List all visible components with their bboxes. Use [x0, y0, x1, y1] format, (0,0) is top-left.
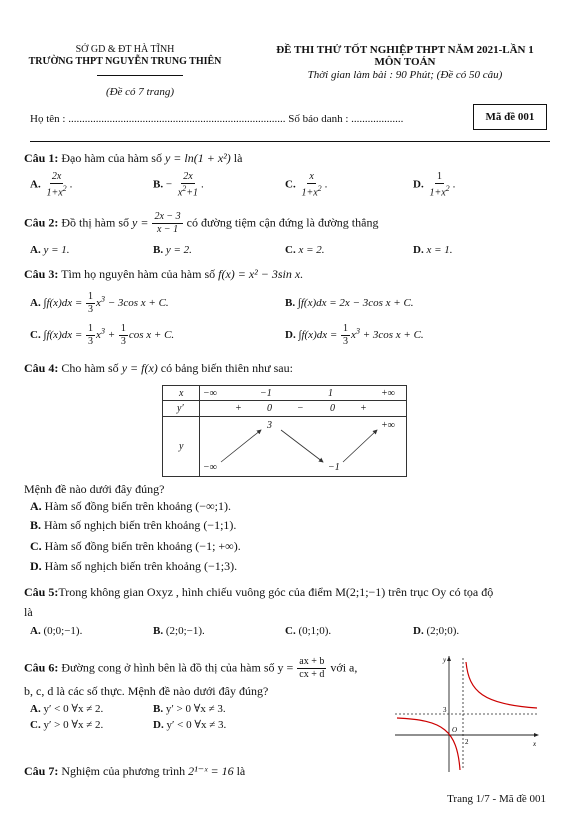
q3-option-b[interactable]: B. ∫f(x)dx = 2x − 3cos x + C.: [285, 297, 414, 309]
question-2: Câu 2: Đồ thị hàm số y = $\frac{2x - 3}{x - 1}$ có đường tiệm cận đứng là đường thẳng: [24, 211, 379, 235]
exam-title: ĐỀ THI THỬ TỐT NGHIỆP THPT NĂM 2021-LẦN 1: [276, 44, 534, 56]
q4-prompt: Mệnh đề nào dưới đây đúng?: [24, 482, 165, 496]
q1-option-d[interactable]: D. $\frac{1}{1+x^2}$ .: [413, 171, 456, 199]
q6-graph: [393, 652, 543, 774]
q1-func: y = ln(1 + x²): [164, 151, 231, 165]
q6-option-a[interactable]: A. y′ < 0 ∀x ≠ 2.: [30, 703, 104, 715]
q2-option-d[interactable]: D. x = 1.: [413, 244, 453, 256]
q1-option-b[interactable]: B. − $\frac{2x}{x^2+1}$ .: [153, 171, 204, 199]
q5-option-d[interactable]: D. (2;0;0).: [413, 625, 460, 637]
id-field[interactable]: ...................: [351, 113, 404, 125]
question-6: Câu 6: Đường cong ở hình bên là đồ thị của hàm số y = $\frac{ax + b}{cx + d}$ với a,: [24, 656, 358, 680]
q4-option-a[interactable]: A. Hàm số đồng biến trên khoảng (−∞;1).: [30, 499, 231, 513]
section-divider: [30, 141, 550, 142]
graph-y-label: y: [443, 656, 447, 664]
q1-option-c[interactable]: C. $\frac{x}{1+x^2}$ .: [285, 171, 328, 199]
graph-tick-x: 2: [465, 738, 469, 746]
q2-option-b[interactable]: B. y = 2.: [153, 244, 192, 256]
name-label: Họ tên :: [30, 113, 66, 125]
q5-option-b[interactable]: B. (2;0;−1).: [153, 625, 205, 637]
q4-option-b[interactable]: B. Hàm số nghịch biến trên khoảng (−1;1).: [30, 518, 237, 532]
question-5: Câu 5:Trong không gian Oxyz , hình chiếu vuông góc của điểm M(2;1;−1) trên trục Oy có tọa độ: [24, 585, 494, 599]
q3-option-d[interactable]: D. ∫f(x)dx = $\frac{1}{3}$ $x^3 + 3\cos$ x + C.: [285, 323, 424, 347]
q6-option-b[interactable]: B. y′ > 0 ∀x ≠ 3.: [153, 703, 226, 715]
school-name: TRƯỜNG THPT NGUYỄN TRUNG THIÊN: [28, 56, 222, 67]
q1-option-a[interactable]: A. $\frac{2x}{1+x^2}$ .: [30, 171, 73, 199]
graph-origin-label: O: [452, 726, 458, 734]
question-1: Câu 1: Đạo hàm của hàm số y = ln(1 + x²) là: [24, 151, 243, 165]
q6-option-d[interactable]: D. y′ < 0 ∀x ≠ 3.: [153, 719, 227, 731]
exam-time: Thời gian làm bài : 90 Phút; (Đề có 50 câu): [307, 69, 503, 81]
q5-option-c[interactable]: C. (0;1;0).: [285, 625, 332, 637]
id-label: Số báo danh :: [288, 113, 349, 125]
q2-option-a[interactable]: A. y = 1.: [30, 244, 70, 256]
q5-option-a[interactable]: A. (0;0;−1).: [30, 625, 83, 637]
exam-code-box: Mã đề 001: [473, 104, 547, 130]
q5-text-cont: là: [24, 605, 33, 619]
header-divider: [97, 75, 183, 76]
q4-option-d[interactable]: D. Hàm số nghịch biến trên khoảng (−1;3).: [30, 559, 238, 573]
page-footer: Trang 1/7 - Mã đề 001: [447, 793, 546, 805]
name-field[interactable]: ...............................................................................: [68, 113, 286, 125]
q6-text-cont: b, c, d là các số thực. Mệnh đề nào dưới đây đúng?: [24, 684, 269, 698]
subject: MÔN TOÁN: [374, 56, 436, 68]
variation-arrows: [163, 386, 406, 476]
q3-option-c[interactable]: C. ∫f(x)dx = $\frac{1}{3}$ $x^3$ + $\frac{1}{3}$ cos x + C.: [30, 323, 175, 347]
variation-table: x y′ y −∞ −1 1 +∞ + 0 − 0 + 3 +∞ −∞ −1: [162, 385, 407, 477]
graph-tick-y: 3: [443, 706, 447, 714]
question-7: Câu 7: Nghiệm của phương trình 2¹⁻ˣ = 16 là: [24, 764, 246, 778]
q1-label: Câu 1:: [24, 151, 59, 165]
q4-option-c[interactable]: C. Hàm số đồng biến trên khoảng (−1; +∞).: [30, 539, 241, 553]
student-row: [30, 113, 403, 125]
question-4: Câu 4: Cho hàm số y = f(x) có bảng biến thiên như sau:: [24, 361, 293, 375]
page-count: (Đề có 7 trang): [105, 86, 175, 98]
q2-option-c[interactable]: C. x = 2.: [285, 244, 325, 256]
q6-option-c[interactable]: C. y′ > 0 ∀x ≠ 2.: [30, 719, 104, 731]
question-3: Câu 3: Tìm họ nguyên hàm của hàm số f(x) = x² − 3sin x.: [24, 267, 304, 281]
graph-x-label: x: [533, 740, 537, 748]
q7-equation: 2¹⁻ˣ = 16: [188, 764, 234, 778]
dept-name: SỞ GD & ĐT HÀ TĨNH: [75, 44, 175, 55]
q3-option-a[interactable]: A. ∫f(x)dx = $\frac{1}{3}$ $x^3 - 3\cos$ x + C.: [30, 291, 169, 315]
